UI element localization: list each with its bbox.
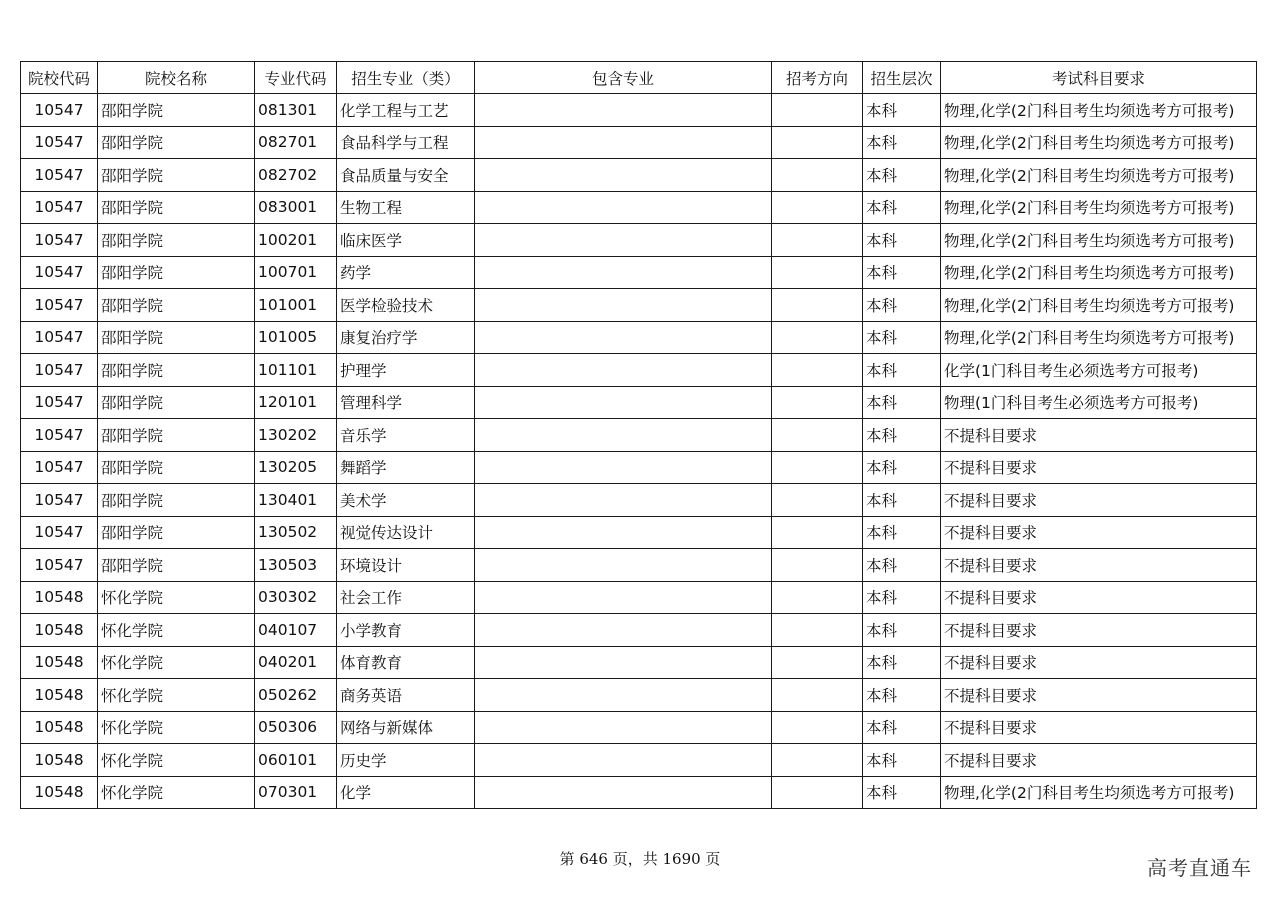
cell-direction bbox=[772, 159, 863, 192]
cell-major: 管理科学 bbox=[337, 386, 475, 419]
cell-school-code: 10547 bbox=[21, 191, 98, 224]
cell-level: 本科 bbox=[863, 191, 941, 224]
cell-subject-requirement: 物理,化学(2门科目考生均须选考方可报考) bbox=[941, 159, 1257, 192]
cell-school-name: 邵阳学院 bbox=[98, 159, 255, 192]
cell-major: 历史学 bbox=[337, 744, 475, 777]
cell-major: 社会工作 bbox=[337, 581, 475, 614]
cell-included-majors bbox=[475, 419, 772, 452]
table-row bbox=[21, 419, 1257, 452]
cell-major-code: 120101 bbox=[255, 386, 337, 419]
cell-level: 本科 bbox=[863, 321, 941, 354]
cell-major-code: 050262 bbox=[255, 679, 337, 712]
cell-direction bbox=[772, 516, 863, 549]
cell-major-code: 130205 bbox=[255, 451, 337, 484]
table-row bbox=[21, 321, 1257, 354]
cell-school-name: 邵阳学院 bbox=[98, 386, 255, 419]
cell-included-majors bbox=[475, 354, 772, 387]
cell-subject-requirement: 物理,化学(2门科目考生均须选考方可报考) bbox=[941, 289, 1257, 322]
table-row bbox=[21, 191, 1257, 224]
table-row bbox=[21, 289, 1257, 322]
cell-direction bbox=[772, 321, 863, 354]
cell-direction bbox=[772, 419, 863, 452]
cell-school-code: 10547 bbox=[21, 354, 98, 387]
table-row bbox=[21, 484, 1257, 517]
header-direction: 招考方向 bbox=[772, 62, 863, 94]
cell-school-code: 10548 bbox=[21, 581, 98, 614]
cell-direction bbox=[772, 646, 863, 679]
cell-included-majors bbox=[475, 159, 772, 192]
cell-direction bbox=[772, 289, 863, 322]
table-row bbox=[21, 549, 1257, 582]
cell-subject-requirement: 物理,化学(2门科目考生均须选考方可报考) bbox=[941, 191, 1257, 224]
cell-major-code: 082701 bbox=[255, 126, 337, 159]
cell-major-code: 101001 bbox=[255, 289, 337, 322]
table-row bbox=[21, 126, 1257, 159]
cell-major: 生物工程 bbox=[337, 191, 475, 224]
cell-major: 药学 bbox=[337, 256, 475, 289]
cell-level: 本科 bbox=[863, 744, 941, 777]
table-header-row bbox=[21, 62, 1257, 94]
table-row bbox=[21, 451, 1257, 484]
cell-direction bbox=[772, 191, 863, 224]
cell-school-name: 邵阳学院 bbox=[98, 224, 255, 257]
cell-direction bbox=[772, 256, 863, 289]
table-row bbox=[21, 354, 1257, 387]
cell-included-majors bbox=[475, 126, 772, 159]
cell-school-code: 10547 bbox=[21, 159, 98, 192]
header-school-code: 院校代码 bbox=[21, 62, 98, 94]
cell-school-code: 10547 bbox=[21, 484, 98, 517]
cell-school-name: 邵阳学院 bbox=[98, 126, 255, 159]
cell-school-name: 怀化学院 bbox=[98, 744, 255, 777]
cell-direction bbox=[772, 711, 863, 744]
cell-level: 本科 bbox=[863, 224, 941, 257]
cell-major: 体育教育 bbox=[337, 646, 475, 679]
admission-table bbox=[20, 61, 1257, 809]
cell-subject-requirement: 物理,化学(2门科目考生均须选考方可报考) bbox=[941, 776, 1257, 809]
cell-major-code: 100701 bbox=[255, 256, 337, 289]
cell-major: 护理学 bbox=[337, 354, 475, 387]
cell-major-code: 060101 bbox=[255, 744, 337, 777]
page-number: 第 646 页，共 1690 页 bbox=[559, 850, 721, 868]
cell-subject-requirement: 化学(1门科目考生必须选考方可报考) bbox=[941, 354, 1257, 387]
cell-subject-requirement: 不提科目要求 bbox=[941, 614, 1257, 647]
cell-school-name: 怀化学院 bbox=[98, 646, 255, 679]
cell-school-code: 10548 bbox=[21, 744, 98, 777]
cell-direction bbox=[772, 354, 863, 387]
cell-included-majors bbox=[475, 256, 772, 289]
cell-level: 本科 bbox=[863, 484, 941, 517]
cell-school-name: 邵阳学院 bbox=[98, 354, 255, 387]
cell-school-name: 怀化学院 bbox=[98, 581, 255, 614]
cell-subject-requirement: 物理,化学(2门科目考生均须选考方可报考) bbox=[941, 321, 1257, 354]
cell-school-name: 邵阳学院 bbox=[98, 191, 255, 224]
cell-direction bbox=[772, 126, 863, 159]
cell-direction bbox=[772, 549, 863, 582]
cell-major-code: 050306 bbox=[255, 711, 337, 744]
cell-major: 美术学 bbox=[337, 484, 475, 517]
cell-subject-requirement: 不提科目要求 bbox=[941, 744, 1257, 777]
cell-subject-requirement: 物理,化学(2门科目考生均须选考方可报考) bbox=[941, 256, 1257, 289]
table-row bbox=[21, 386, 1257, 419]
cell-school-name: 怀化学院 bbox=[98, 614, 255, 647]
cell-included-majors bbox=[475, 484, 772, 517]
cell-level: 本科 bbox=[863, 354, 941, 387]
cell-school-code: 10547 bbox=[21, 451, 98, 484]
cell-school-name: 邵阳学院 bbox=[98, 256, 255, 289]
cell-major: 商务英语 bbox=[337, 679, 475, 712]
cell-major-code: 130401 bbox=[255, 484, 337, 517]
cell-direction bbox=[772, 614, 863, 647]
cell-subject-requirement: 不提科目要求 bbox=[941, 451, 1257, 484]
cell-included-majors bbox=[475, 321, 772, 354]
cell-included-majors bbox=[475, 94, 772, 127]
header-major: 招生专业（类） bbox=[337, 62, 475, 94]
watermark-logo-text: 高考直通车 bbox=[1147, 856, 1252, 880]
cell-subject-requirement: 不提科目要求 bbox=[941, 549, 1257, 582]
cell-school-name: 邵阳学院 bbox=[98, 516, 255, 549]
cell-level: 本科 bbox=[863, 94, 941, 127]
cell-major-code: 101005 bbox=[255, 321, 337, 354]
cell-school-code: 10547 bbox=[21, 126, 98, 159]
cell-level: 本科 bbox=[863, 646, 941, 679]
cell-subject-requirement: 不提科目要求 bbox=[941, 711, 1257, 744]
cell-major: 医学检验技术 bbox=[337, 289, 475, 322]
cell-direction bbox=[772, 386, 863, 419]
cell-included-majors bbox=[475, 451, 772, 484]
cell-school-name: 邵阳学院 bbox=[98, 484, 255, 517]
cell-subject-requirement: 不提科目要求 bbox=[941, 484, 1257, 517]
cell-major: 环境设计 bbox=[337, 549, 475, 582]
cell-school-code: 10548 bbox=[21, 646, 98, 679]
cell-major: 康复治疗学 bbox=[337, 321, 475, 354]
cell-subject-requirement: 物理,化学(2门科目考生均须选考方可报考) bbox=[941, 126, 1257, 159]
table-row bbox=[21, 224, 1257, 257]
cell-major: 临床医学 bbox=[337, 224, 475, 257]
cell-level: 本科 bbox=[863, 711, 941, 744]
cell-included-majors bbox=[475, 224, 772, 257]
cell-subject-requirement: 物理,化学(2门科目考生均须选考方可报考) bbox=[941, 224, 1257, 257]
table-row bbox=[21, 776, 1257, 809]
cell-major-code: 130503 bbox=[255, 549, 337, 582]
cell-major-code: 040201 bbox=[255, 646, 337, 679]
cell-major-code: 100201 bbox=[255, 224, 337, 257]
cell-level: 本科 bbox=[863, 289, 941, 322]
cell-major-code: 083001 bbox=[255, 191, 337, 224]
header-major-code: 专业代码 bbox=[255, 62, 337, 94]
cell-included-majors bbox=[475, 581, 772, 614]
cell-subject-requirement: 物理,化学(2门科目考生均须选考方可报考) bbox=[941, 94, 1257, 127]
cell-school-code: 10548 bbox=[21, 776, 98, 809]
cell-subject-requirement: 不提科目要求 bbox=[941, 646, 1257, 679]
cell-major: 舞蹈学 bbox=[337, 451, 475, 484]
cell-level: 本科 bbox=[863, 581, 941, 614]
cell-direction bbox=[772, 744, 863, 777]
cell-direction bbox=[772, 484, 863, 517]
table-row bbox=[21, 159, 1257, 192]
cell-level: 本科 bbox=[863, 549, 941, 582]
cell-subject-requirement: 物理(1门科目考生必须选考方可报考) bbox=[941, 386, 1257, 419]
cell-direction bbox=[772, 679, 863, 712]
cell-included-majors bbox=[475, 614, 772, 647]
cell-major: 小学教育 bbox=[337, 614, 475, 647]
cell-major: 化学工程与工艺 bbox=[337, 94, 475, 127]
cell-included-majors bbox=[475, 191, 772, 224]
cell-major: 化学 bbox=[337, 776, 475, 809]
cell-included-majors bbox=[475, 744, 772, 777]
cell-subject-requirement: 不提科目要求 bbox=[941, 679, 1257, 712]
table-row bbox=[21, 679, 1257, 712]
cell-school-name: 怀化学院 bbox=[98, 776, 255, 809]
cell-school-code: 10547 bbox=[21, 224, 98, 257]
cell-subject-requirement: 不提科目要求 bbox=[941, 419, 1257, 452]
table-row bbox=[21, 711, 1257, 744]
cell-school-code: 10548 bbox=[21, 711, 98, 744]
cell-major: 网络与新媒体 bbox=[337, 711, 475, 744]
cell-school-name: 邵阳学院 bbox=[98, 321, 255, 354]
table-row bbox=[21, 581, 1257, 614]
cell-school-code: 10547 bbox=[21, 289, 98, 322]
cell-direction bbox=[772, 94, 863, 127]
cell-school-name: 怀化学院 bbox=[98, 679, 255, 712]
table-row bbox=[21, 614, 1257, 647]
cell-school-name: 怀化学院 bbox=[98, 711, 255, 744]
cell-included-majors bbox=[475, 776, 772, 809]
cell-level: 本科 bbox=[863, 159, 941, 192]
cell-school-code: 10548 bbox=[21, 614, 98, 647]
cell-school-code: 10547 bbox=[21, 256, 98, 289]
cell-school-code: 10547 bbox=[21, 549, 98, 582]
cell-included-majors bbox=[475, 679, 772, 712]
cell-major: 音乐学 bbox=[337, 419, 475, 452]
cell-included-majors bbox=[475, 289, 772, 322]
cell-school-code: 10547 bbox=[21, 386, 98, 419]
cell-major-code: 130202 bbox=[255, 419, 337, 452]
cell-level: 本科 bbox=[863, 126, 941, 159]
cell-included-majors bbox=[475, 646, 772, 679]
table-row bbox=[21, 516, 1257, 549]
cell-included-majors bbox=[475, 549, 772, 582]
cell-school-code: 10547 bbox=[21, 94, 98, 127]
cell-direction bbox=[772, 776, 863, 809]
cell-level: 本科 bbox=[863, 419, 941, 452]
cell-subject-requirement: 不提科目要求 bbox=[941, 581, 1257, 614]
cell-school-code: 10547 bbox=[21, 321, 98, 354]
cell-direction bbox=[772, 451, 863, 484]
table-row bbox=[21, 744, 1257, 777]
cell-school-name: 邵阳学院 bbox=[98, 451, 255, 484]
table-row bbox=[21, 646, 1257, 679]
cell-level: 本科 bbox=[863, 451, 941, 484]
cell-major-code: 030302 bbox=[255, 581, 337, 614]
cell-direction bbox=[772, 224, 863, 257]
cell-included-majors bbox=[475, 711, 772, 744]
cell-level: 本科 bbox=[863, 516, 941, 549]
cell-major: 食品科学与工程 bbox=[337, 126, 475, 159]
cell-major-code: 082702 bbox=[255, 159, 337, 192]
cell-major-code: 081301 bbox=[255, 94, 337, 127]
cell-major: 食品质量与安全 bbox=[337, 159, 475, 192]
table-body bbox=[21, 94, 1257, 809]
cell-included-majors bbox=[475, 386, 772, 419]
header-school-name: 院校名称 bbox=[98, 62, 255, 94]
header-subject-requirement: 考试科目要求 bbox=[941, 62, 1257, 94]
cell-subject-requirement: 不提科目要求 bbox=[941, 516, 1257, 549]
cell-school-name: 邵阳学院 bbox=[98, 289, 255, 322]
cell-major: 视觉传达设计 bbox=[337, 516, 475, 549]
table-row bbox=[21, 94, 1257, 127]
table-row bbox=[21, 256, 1257, 289]
cell-school-code: 10548 bbox=[21, 679, 98, 712]
header-level: 招生层次 bbox=[863, 62, 941, 94]
cell-level: 本科 bbox=[863, 386, 941, 419]
cell-level: 本科 bbox=[863, 679, 941, 712]
cell-school-name: 邵阳学院 bbox=[98, 419, 255, 452]
cell-school-code: 10547 bbox=[21, 419, 98, 452]
cell-major-code: 130502 bbox=[255, 516, 337, 549]
cell-school-name: 邵阳学院 bbox=[98, 94, 255, 127]
cell-major-code: 101101 bbox=[255, 354, 337, 387]
cell-major-code: 040107 bbox=[255, 614, 337, 647]
cell-school-code: 10547 bbox=[21, 516, 98, 549]
cell-level: 本科 bbox=[863, 614, 941, 647]
cell-included-majors bbox=[475, 516, 772, 549]
cell-level: 本科 bbox=[863, 256, 941, 289]
cell-major-code: 070301 bbox=[255, 776, 337, 809]
cell-school-name: 邵阳学院 bbox=[98, 549, 255, 582]
cell-level: 本科 bbox=[863, 776, 941, 809]
header-included-majors: 包含专业 bbox=[475, 62, 772, 94]
cell-direction bbox=[772, 581, 863, 614]
